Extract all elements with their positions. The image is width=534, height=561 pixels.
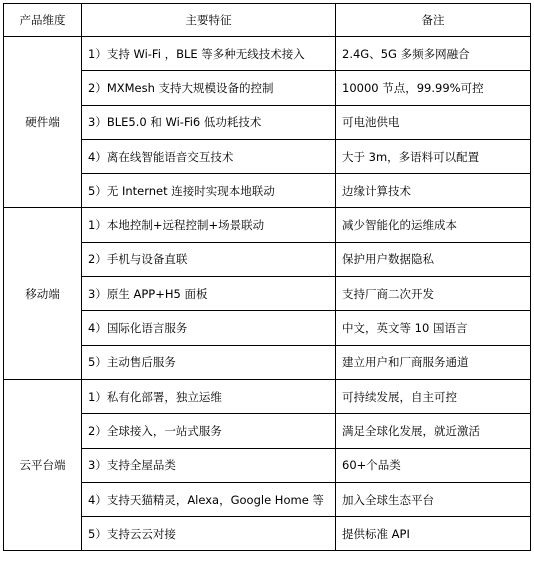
feature-cell: 2）全球接入，一站式服务	[82, 414, 336, 448]
table-row	[4, 414, 531, 448]
feature-cell: 4）国际化语言服务	[82, 311, 336, 345]
feature-cell: 3）支持全屋品类	[82, 448, 336, 482]
note-cell: 中文，英文等 10 国语言	[336, 311, 531, 345]
table-row	[4, 379, 531, 413]
note-cell: 2.4G、5G 多频多网融合	[336, 37, 531, 71]
note-cell: 大于 3m，多语料可以配置	[336, 139, 531, 173]
table-row	[4, 71, 531, 105]
table-row	[4, 174, 531, 208]
table-header-row	[4, 4, 531, 37]
feature-cell: 4）离在线智能语音交互技术	[82, 139, 336, 173]
note-cell: 提供标准 API	[336, 517, 531, 551]
table-row	[4, 139, 531, 173]
feature-cell: 1）本地控制+远程控制+场景联动	[82, 208, 336, 242]
table-row	[4, 277, 531, 311]
note-cell: 支持厂商二次开发	[336, 277, 531, 311]
feature-cell: 2）手机与设备直联	[82, 242, 336, 276]
table-row	[4, 311, 531, 345]
note-cell: 边缘计算技术	[336, 174, 531, 208]
note-cell: 60+个品类	[336, 448, 531, 482]
table-row	[4, 482, 531, 516]
header-feature: 主要特征	[82, 4, 336, 37]
feature-cell: 3）BLE5.0 和 Wi-Fi6 低功耗技术	[82, 105, 336, 139]
table-row	[4, 208, 531, 242]
feature-cell: 5）主动售后服务	[82, 345, 336, 379]
feature-table	[3, 3, 531, 551]
dimension-cell: 硬件端	[4, 37, 82, 208]
table-row	[4, 517, 531, 551]
feature-cell: 2）MXMesh 支持大规模设备的控制	[82, 71, 336, 105]
table-row	[4, 345, 531, 379]
note-cell: 加入全球生态平台	[336, 482, 531, 516]
dimension-cell: 云平台端	[4, 379, 82, 550]
note-cell: 减少智能化的运维成本	[336, 208, 531, 242]
table-row	[4, 37, 531, 71]
note-cell: 可电池供电	[336, 105, 531, 139]
note-cell: 10000 节点，99.99%可控	[336, 71, 531, 105]
table-row	[4, 105, 531, 139]
feature-cell: 1）私有化部署，独立运维	[82, 379, 336, 413]
note-cell: 建立用户和厂商服务通道	[336, 345, 531, 379]
table-row	[4, 242, 531, 276]
feature-cell: 3）原生 APP+H5 面板	[82, 277, 336, 311]
feature-cell: 1）支持 Wi-Fi ，BLE 等多种无线技术接入	[82, 37, 336, 71]
feature-cell: 5）无 Internet 连接时实现本地联动	[82, 174, 336, 208]
header-note: 备注	[336, 4, 531, 37]
feature-table-body	[4, 4, 531, 551]
note-cell: 保护用户数据隐私	[336, 242, 531, 276]
dimension-cell: 移动端	[4, 208, 82, 379]
table-row	[4, 448, 531, 482]
note-cell: 满足全球化发展，就近激活	[336, 414, 531, 448]
note-cell: 可持续发展，自主可控	[336, 379, 531, 413]
feature-cell: 4）支持天猫精灵，Alexa，Google Home 等	[82, 482, 336, 516]
feature-cell: 5）支持云云对接	[82, 517, 336, 551]
header-dimension: 产品维度	[4, 4, 82, 37]
